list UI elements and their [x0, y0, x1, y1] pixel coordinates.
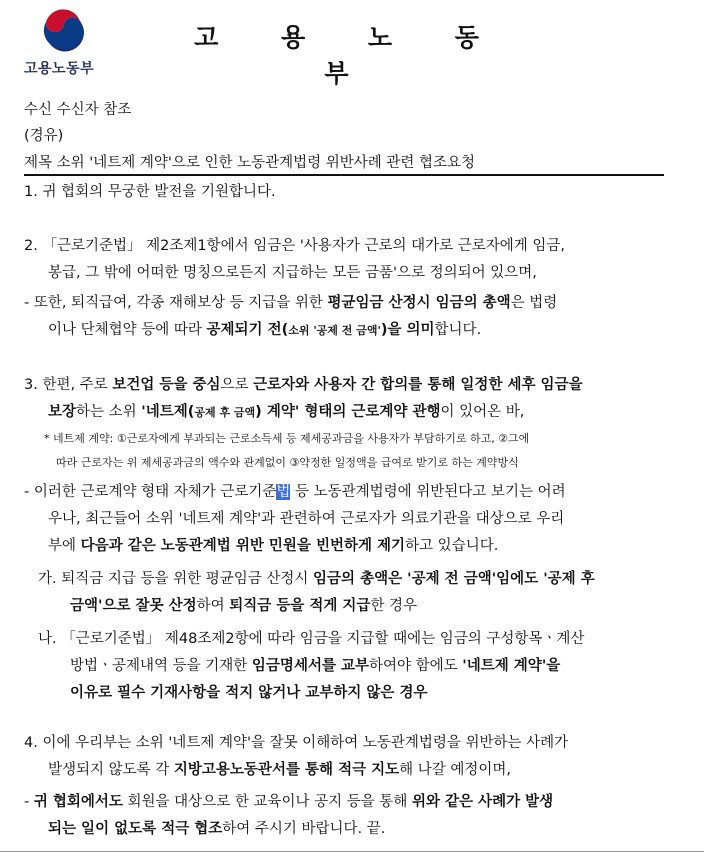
text-cursor: 법 [276, 484, 291, 500]
recipient-line: 수신 수신자 참조 [24, 102, 132, 118]
paragraph-2-sub: - 또한, 퇴직급여, 각종 재해보상 등 지급을 위한 평균임금 산정시 임금의 총액은 법령 이나 단체협약 등에 따라 공제되기 전(소위 '공제 전 금액')을 의미합니다. [24, 295, 558, 338]
paragraph-4: 4. 이에 우리부는 소위 '네트제 계약'을 잘못 이해하여 노동관계법령을 위반하는 사례가 발생되지 않도록 각 지방고용노동관서를 통해 적극 지도해 나갈 예정이며, [24, 735, 569, 778]
logo-text: 고용노동부 [24, 61, 95, 77]
via-line: (경유) [24, 128, 64, 144]
paragraph-3-sub: - 이러한 근로계약 형태 자체가 근로기준법 등 노동관계법령에 위반된다고 보기는 어려 우나, 최근들어 소위 '네트제 계약'과 관련하여 근로자가 의료기관을 대상으로 우리 부에 다음과 같은 노동관계법 위반 민원을 빈번하게 제기하고 있습니다. [24, 484, 566, 554]
paragraph-2: 2. 「근로기준법」 제2조제1항에서 임금은 '사용자가 근로의 대가로 근로자에게 임금, 봉급, 그 밖에 어떠한 명칭으로든지 지급하는 모든 금품'으로 정의되어 있으며, [24, 238, 565, 281]
paragraph-1: 1. 귀 협회의 무궁한 발전을 기원합니다. [24, 184, 276, 200]
subject-line: 제목 소위 '네트제 계약'으로 인한 노동관계법령 위반사례 관련 협조요청 [24, 155, 476, 171]
paragraph-3: 3. 한편, 주로 보건업 등을 중심으로 근로자와 사용자 간 합의를 통해 일정한 세후 임금을 보장하는 소위 '네트제(공제 후 금액) 계약' 형태의 근로계약 관행이 있어온 바, [24, 377, 583, 420]
definition-note: * 네트제 계약: ①근로자에게 부과되는 근로소득세 등 제세공과금을 사용자가 부담하기로 하고, ②그에 따라 근로자는 위 제세공과금의 액수와 관계없이 ③약정한 일정액을 급여로 받기로 하는 계약방식 [44, 432, 530, 469]
subject-divider [24, 174, 664, 176]
item-na: 나. 「근로기준법」 제48조제2항에 따라 임금을 지급할 때에는 임금의 구성항목ㆍ계산 방법ㆍ공제내역 등을 기재한 임금명세서를 교부하여야 함에도 '네트제 계약'을 이유로 필수 기재사항을 적지 않거나 교부하지 않은 경우 [38, 631, 585, 701]
paragraph-4-sub: - 귀 협회에서도 회원을 대상으로 한 교육이나 공지 등을 통해 위와 같은 사례가 발생 되는 일이 없도록 적극 협조하여 주시기 바랍니다. 끝. [24, 794, 554, 837]
page-bottom-divider [0, 851, 704, 852]
taegeuk-emblem-icon [38, 4, 88, 54]
ministry-title: 고 용 노 동 부 [194, 23, 506, 88]
item-ga: 가. 퇴직금 지급 등을 위한 평균임금 산정시 임금의 총액은 '공제 전 금액'임에도 '공제 후 금액'으로 잘못 산정하여 퇴직금 등을 적게 지급한 경우 [38, 571, 595, 614]
